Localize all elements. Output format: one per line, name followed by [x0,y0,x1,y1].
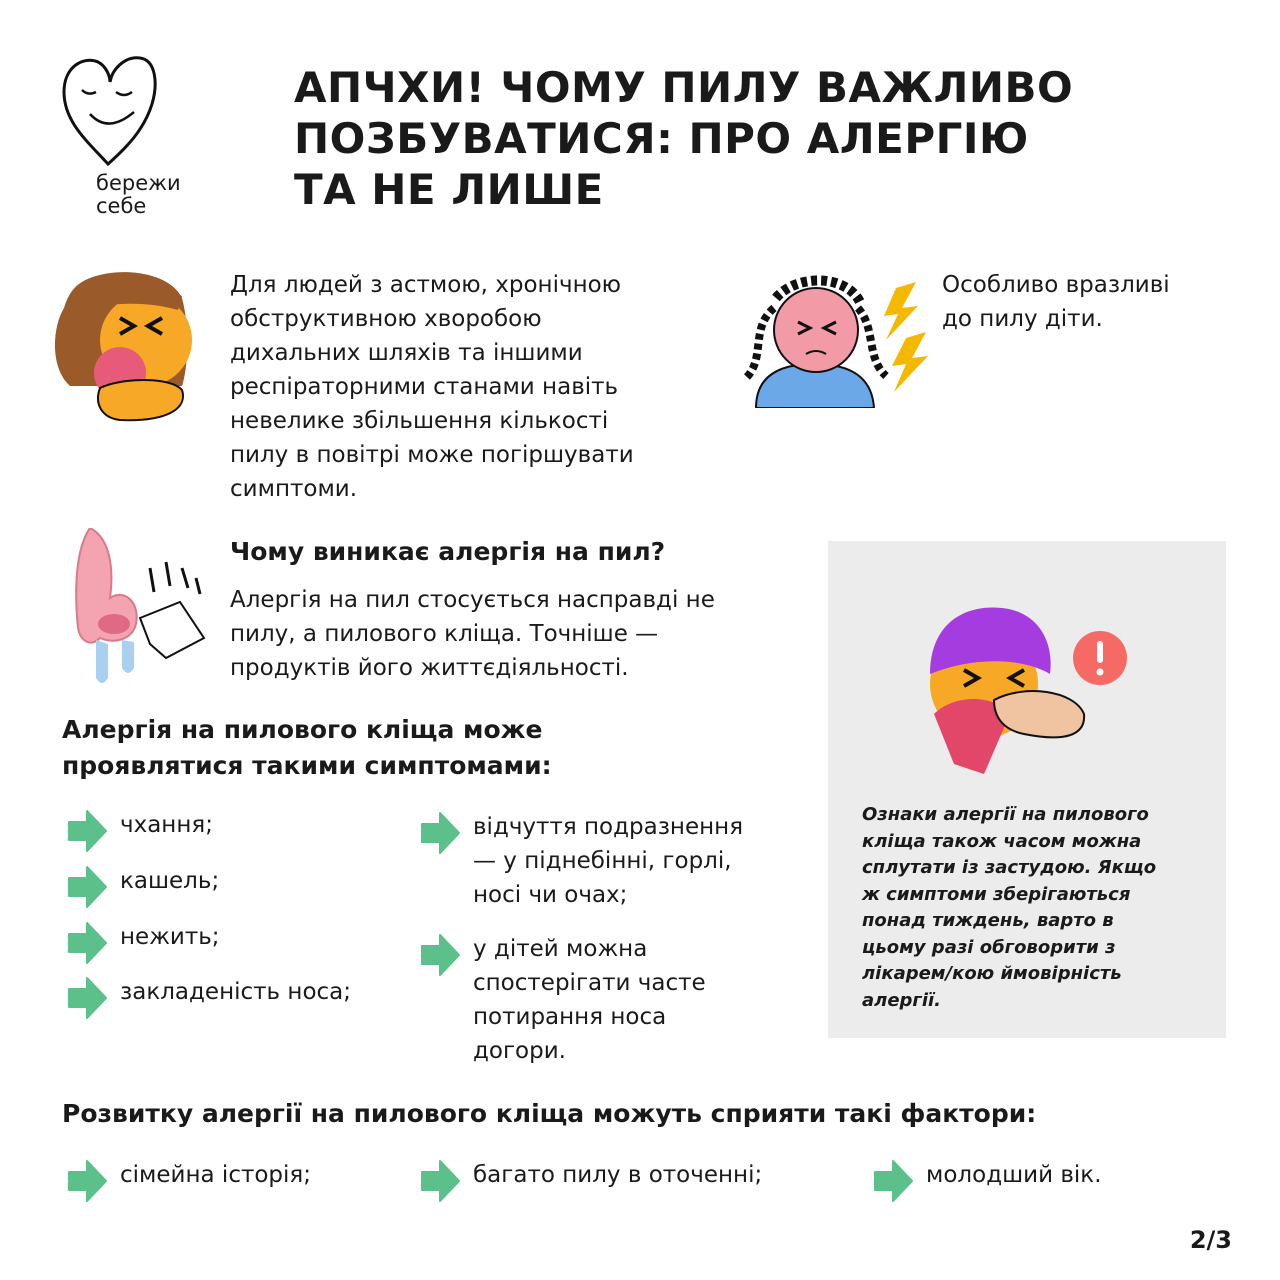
list-item-text: чхання; [120,812,213,838]
logo-line-1: бережи [96,171,181,195]
list-item-text: нежить; [120,924,220,950]
list-item [66,1158,311,1204]
heart-logo-icon [58,52,162,170]
list-item [419,810,743,912]
list-item [419,1158,762,1204]
page-number: 2/3 [1189,1226,1232,1254]
text-line: алергії. [862,989,942,1011]
text-line: лікарем/кою ймовірність [862,963,1122,984]
text-line: респіраторними станами навіть [230,374,619,400]
title-line: ТА НЕ ЛИШЕ [294,165,604,214]
list-item-text: закладеність носа; [120,979,351,1005]
list-item-text: спостерігати часте [473,970,706,996]
arrow-right-icon [419,1158,461,1204]
heading-text: Розвитку алергії на пилового кліща можуть сприяти такі фактори: [62,1099,1037,1128]
alert-icon [1072,630,1128,686]
text-line: Ознаки алергії на пилового [862,804,1149,825]
coughing-woman-icon [50,268,195,428]
arrow-right-icon [66,808,108,854]
list-item [66,975,351,1021]
list-item [66,864,219,910]
arrow-right-icon [872,1158,914,1204]
text-line: пилу в повітрі може погіршувати [230,442,634,468]
symptoms-heading [62,712,552,784]
list-item [66,808,213,854]
arrow-right-icon [66,864,108,910]
sneezing-girl-icon [736,268,932,408]
text-line: Для людей з астмою, хронічною [230,272,622,298]
list-item-text: молодший вік. [926,1162,1102,1188]
list-item-text: потирання носа [473,1004,667,1030]
why-text [230,583,715,685]
heading-text: Чому виникає алергія на пил? [230,537,666,566]
list-item-text: багато пилу в оточенні; [473,1162,763,1188]
kids-note-text [942,268,1170,336]
list-item [66,920,220,966]
intro-text [230,268,634,506]
brand-logo-text [96,172,181,218]
text-line: дихальних шляхів та іншими [230,340,583,366]
text-line: понад тиждень, варто в [862,910,1114,931]
text-line: невелике збільшення кількості [230,408,609,434]
text-line: Особливо вразливі [942,272,1170,298]
arrow-right-icon [66,1158,108,1204]
list-item-text: — у піднебінні, горлі, [473,848,732,874]
factors-heading [62,1096,1036,1132]
text-line: кліща також часом можна [862,830,1142,852]
list-item [872,1158,1102,1204]
text-line: до пилу діти. [942,306,1103,332]
list-item-text: відчуття подразнення [473,814,744,840]
sneezing-person-icon [914,604,1094,774]
arrow-right-icon [66,975,108,1021]
arrow-right-icon [419,810,461,856]
title-line: АПЧХИ! ЧОМУ ПИЛУ ВАЖЛИВО [294,63,1074,112]
info-box-text [862,802,1202,1014]
list-item-text: догори. [473,1038,566,1064]
title-line: ПОЗБУВАТИСЯ: ПРО АЛЕРГІЮ [294,114,1029,163]
text-line: Алергія на пил стосується насправді не [230,587,715,613]
list-item-text: носі чи очах; [473,882,628,908]
logo-line-2: себе [96,194,147,218]
list-item-text: у дітей можна [473,936,648,962]
heading-line: Алергія на пилового кліща може [62,715,543,744]
text-line: сплутати із застудою. Якщо [862,857,1157,878]
text-line: продуктів його життєдіяльності. [230,655,629,681]
text-line: ж симптоми зберігаються [862,883,1131,905]
list-item [419,932,706,1068]
arrow-right-icon [419,932,461,978]
list-item-text: кашель; [120,868,220,894]
why-heading [230,534,665,570]
nose-tissue-icon [70,528,210,688]
list-item-text: сімейна історія; [120,1162,312,1188]
heading-line: проявлятися такими симптомами: [62,751,552,780]
text-line: обструктивною хворобою [230,306,542,332]
arrow-right-icon [66,920,108,966]
text-line: симптоми. [230,476,358,502]
text-line: цьому разі обговорити з [862,936,1116,958]
text-line: пилу, а пилового кліща. Точніше — [230,621,659,647]
page-title [294,62,1254,215]
